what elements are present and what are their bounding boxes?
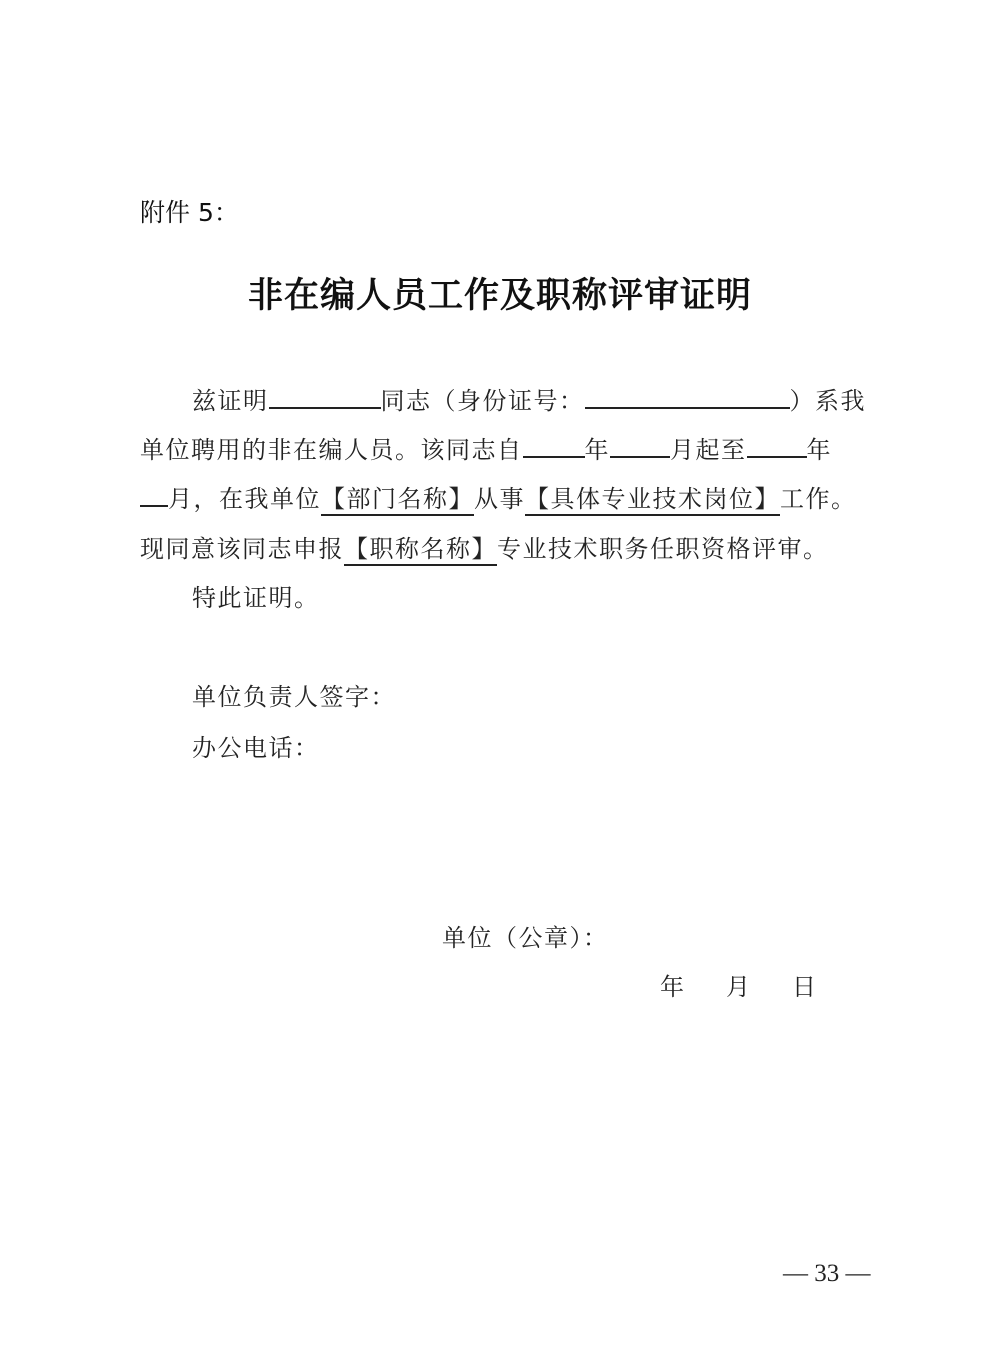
date-month-label: 月 bbox=[726, 973, 752, 1001]
start-year-blank[interactable] bbox=[523, 434, 585, 458]
position-field[interactable]: 【具体专业技术岗位】 bbox=[525, 485, 780, 516]
date-day-label: 日 bbox=[792, 973, 818, 1001]
attachment-label: 附件 5： bbox=[140, 198, 239, 227]
id-number-blank[interactable] bbox=[585, 385, 790, 409]
body-line-4 bbox=[140, 529, 829, 564]
page-number: — 33 — bbox=[783, 1260, 871, 1287]
body-line-1 bbox=[192, 381, 866, 416]
start-month-blank[interactable] bbox=[610, 434, 670, 458]
certify-text: 兹证明 bbox=[192, 387, 269, 415]
comrade-id-text: 同志（身份证号： bbox=[380, 387, 585, 415]
year-label-2: 年 bbox=[806, 436, 832, 464]
work-text: 工作。 bbox=[780, 485, 857, 513]
employee-text: 单位聘用的非在编人员。该同志自 bbox=[140, 436, 523, 464]
body-line-2 bbox=[140, 430, 832, 465]
agree-text: 现同意该同志申报 bbox=[140, 535, 344, 563]
year-label: 年 bbox=[584, 436, 610, 464]
hereby-certify: 特此证明。 bbox=[192, 584, 320, 612]
body-line-3 bbox=[140, 479, 857, 514]
end-year-blank[interactable] bbox=[747, 434, 807, 458]
review-text: 专业技术职务任职资格评审。 bbox=[497, 535, 829, 563]
unit-seal-label: 单位（公章）： bbox=[442, 924, 609, 952]
department-field[interactable]: 【部门名称】 bbox=[321, 485, 474, 516]
date-year-label: 年 bbox=[660, 973, 686, 1001]
end-month-blank[interactable] bbox=[140, 483, 168, 507]
month-until-label: 月起至 bbox=[670, 436, 747, 464]
office-phone-label: 办公电话： bbox=[192, 734, 320, 762]
month-unit-text: 月，在我单位 bbox=[168, 485, 321, 513]
engage-text: 从事 bbox=[474, 485, 525, 513]
name-blank[interactable] bbox=[269, 385, 381, 409]
belongs-text: ）系我 bbox=[789, 387, 866, 415]
title-name-field[interactable]: 【职称名称】 bbox=[344, 535, 497, 566]
leader-signature-label: 单位负责人签字： bbox=[192, 683, 396, 711]
document-title: 非在编人员工作及职称评审证明 bbox=[247, 275, 752, 316]
